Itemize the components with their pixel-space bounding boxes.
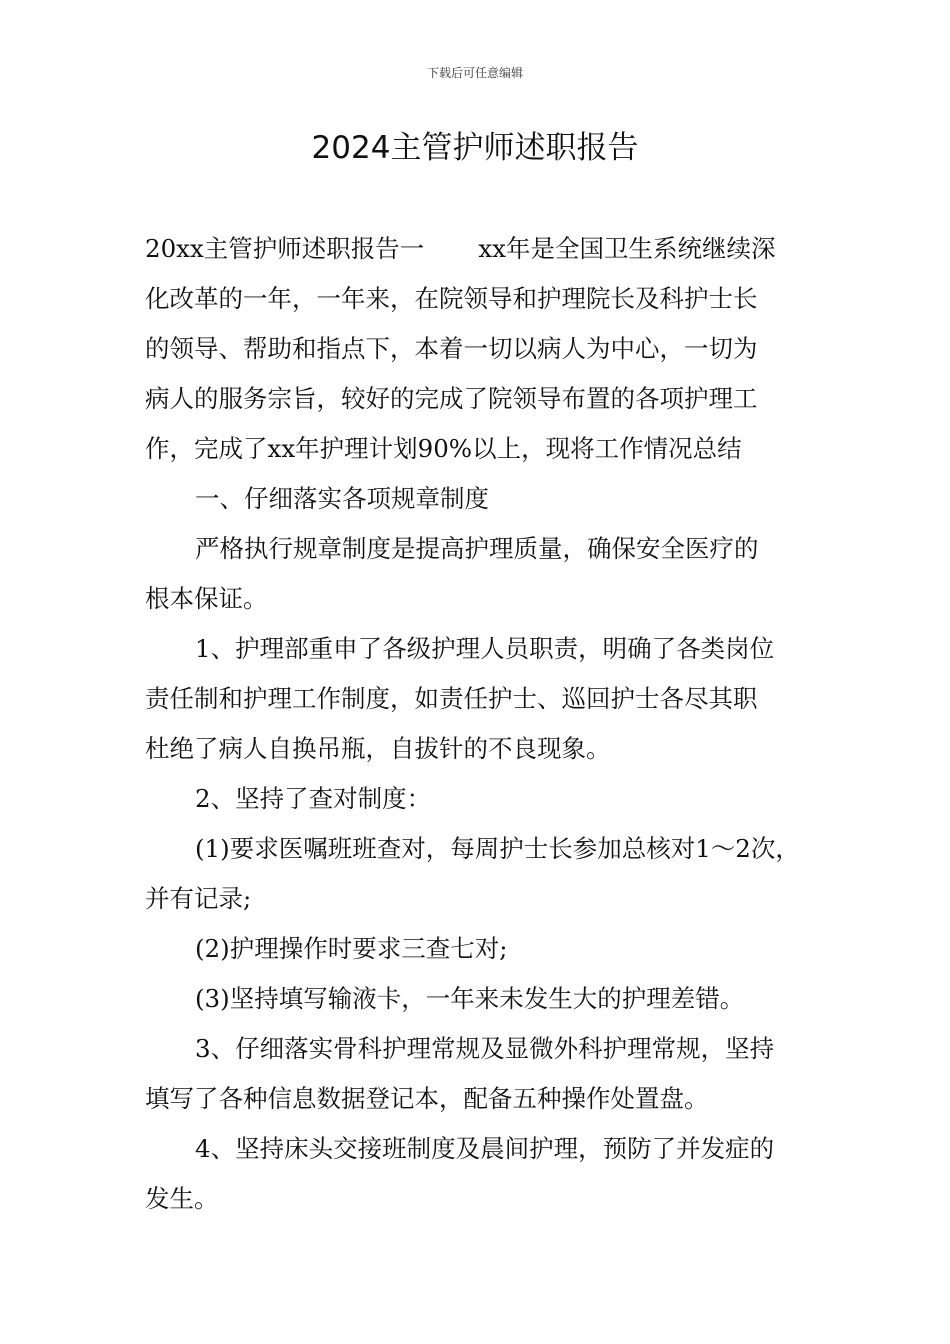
header-note: 下载后可任意编辑 xyxy=(426,66,523,80)
document-body xyxy=(145,224,810,1224)
item-1-line-3: 杜绝了病人自换吊瓶，自拔针的不良现象。 xyxy=(145,734,611,763)
section-1-heading: 一、仔细落实各项规章制度 xyxy=(195,484,489,513)
item-2-heading: 2、坚持了查对制度： xyxy=(195,784,432,813)
intro-line-4: 病人的服务宗旨，较好的完成了院领导布置的各项护理工 xyxy=(145,384,758,413)
intro-line-3: 的领导、帮助和指点下，本着一切以病人为中心，一切为 xyxy=(145,334,758,363)
item-4-line-2: 发生。 xyxy=(145,1184,219,1213)
item-3-line-1: 3、仔细落实骨科护理常规及显微外科护理常规，坚持 xyxy=(195,1034,775,1063)
rules-paragraph-line-2: 根本保证。 xyxy=(145,584,268,613)
item-2-sub-1-line-1: (1)要求医嘱班班查对，每周护士长参加总核对1～2次， xyxy=(195,834,800,863)
item-2-sub-2: (2)护理操作时要求三查七对; xyxy=(195,934,508,963)
intro-line-5: 作，完成了xx年护理计划90%以上，现将工作情况总结 xyxy=(145,434,742,463)
item-1-line-1: 1、护理部重申了各级护理人员职责，明确了各类岗位 xyxy=(195,634,775,663)
item-2-sub-3: (3)坚持填写输液卡，一年来未发生大的护理差错。 xyxy=(195,984,745,1013)
page-title: 2024主管护师述职报告 xyxy=(311,130,639,166)
item-4-line-1: 4、坚持床头交接班制度及晨间护理，预防了并发症的 xyxy=(195,1134,775,1163)
item-3-line-2: 填写了各种信息数据登记本，配备五种操作处置盘。 xyxy=(145,1084,709,1113)
item-2-sub-1-line-2: 并有记录; xyxy=(145,884,252,913)
rules-paragraph-line-1: 严格执行规章制度是提高护理质量，确保安全医疗的 xyxy=(195,534,759,563)
intro-line-1-rest: xx年是全国卫生系统继续深 xyxy=(478,234,776,263)
intro-lead: 20xx主管护师述职报告一 xyxy=(145,234,425,263)
intro-line-2: 化改革的一年，一年来，在院领导和护理院长及科护士长 xyxy=(145,284,758,313)
item-1-line-2: 责任制和护理工作制度，如责任护士、巡回护士各尽其职 xyxy=(145,684,758,713)
intro-line-1 xyxy=(145,224,810,274)
